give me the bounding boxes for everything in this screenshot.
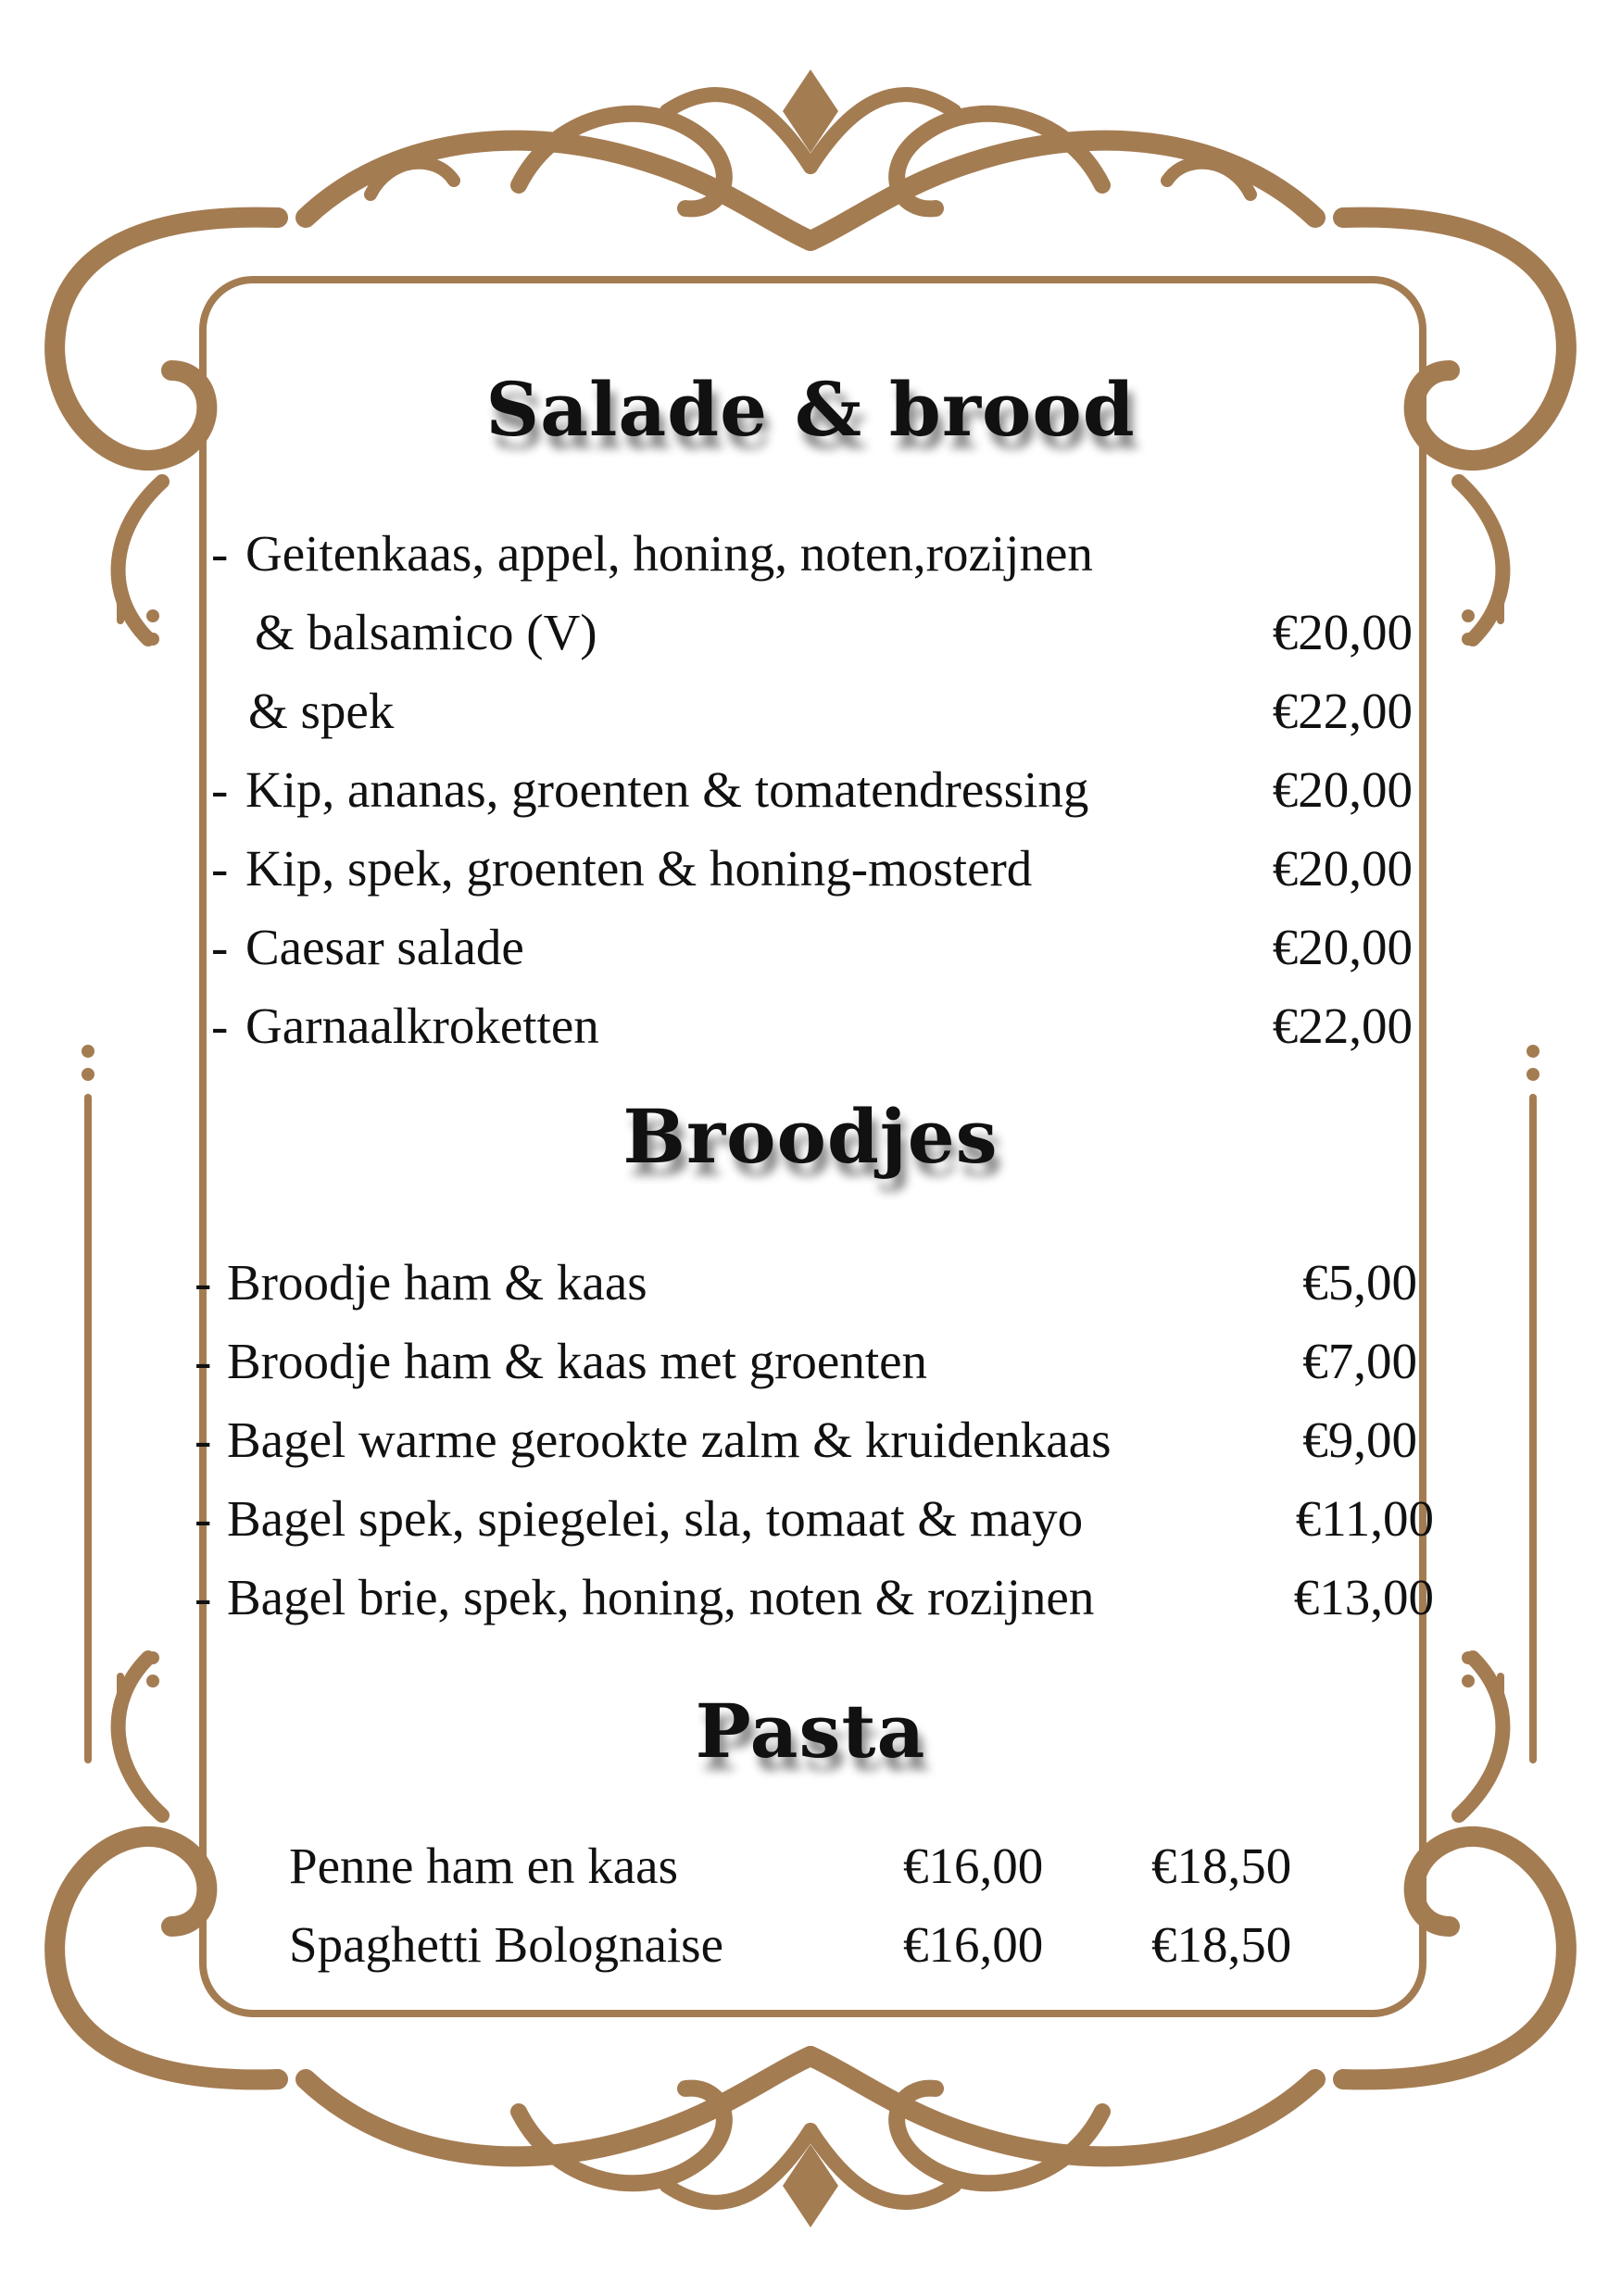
item-price: €13,00 [1293, 1569, 1434, 1625]
item-dash: - [211, 525, 229, 582]
item-name: Geitenkaas, appel, honing, noten,rozijnen [245, 525, 1093, 582]
item-price: €22,00 [1272, 997, 1413, 1054]
item-dash: - [211, 761, 229, 818]
item-price-large: €18,50 [1151, 1916, 1292, 1973]
item-dash: - [195, 1333, 212, 1389]
menu-item [0, 1834, 1621, 1899]
item-name: Bagel brie, spek, honing, noten & rozijnen [227, 1569, 1095, 1625]
item-name: Garnaalkroketten [245, 997, 599, 1054]
item-name: Spaghetti Bolognaise [289, 1916, 723, 1973]
item-name: Broodje ham & kaas met groenten [227, 1333, 928, 1389]
item-name: Bagel warme gerookte zalm & kruidenkaas [227, 1411, 1112, 1468]
menu-item [0, 758, 1621, 822]
heading-pasta: Pasta [695, 1687, 926, 1775]
item-dash: - [195, 1490, 212, 1547]
item-price: €20,00 [1272, 604, 1413, 660]
heading-salade-brood: Salade & brood [485, 366, 1136, 453]
item-price-small: €16,00 [903, 1916, 1044, 1973]
menu-item [0, 915, 1621, 980]
item-price: €22,00 [1272, 683, 1413, 739]
menu-item [0, 1913, 1621, 1977]
item-dash: - [195, 1254, 212, 1311]
menu-item [0, 1329, 1621, 1394]
item-dash: - [211, 840, 229, 897]
item-price-small: €16,00 [903, 1838, 1044, 1894]
item-dash: - [195, 1569, 212, 1625]
menu-item [0, 1487, 1621, 1551]
menu-item [0, 679, 1621, 744]
item-name: Kip, spek, groenten & honing-mosterd [245, 840, 1033, 897]
item-price: €9,00 [1302, 1411, 1417, 1468]
heading-broodjes: Broodjes [622, 1093, 999, 1180]
item-price-large: €18,50 [1151, 1838, 1292, 1894]
item-name: Kip, ananas, groenten & tomatendressing [245, 761, 1089, 818]
menu-item [0, 1565, 1621, 1630]
menu-item [0, 521, 1621, 586]
item-name: Bagel spek, spiegelei, sla, tomaat & mayo [227, 1490, 1084, 1547]
item-price: €20,00 [1272, 840, 1413, 897]
item-price: €7,00 [1302, 1333, 1417, 1389]
item-dash: - [211, 997, 229, 1054]
item-dash: - [195, 1411, 212, 1468]
item-price: €5,00 [1302, 1254, 1417, 1311]
menu-item [0, 994, 1621, 1059]
item-name: Caesar salade [245, 919, 524, 975]
menu-item [0, 836, 1621, 901]
item-name: & spek [248, 683, 395, 739]
item-name: Broodje ham & kaas [227, 1254, 647, 1311]
item-price: €20,00 [1272, 761, 1413, 818]
item-name: & balsamico (V) [255, 604, 597, 660]
item-price: €11,00 [1295, 1490, 1434, 1547]
item-dash: - [211, 919, 229, 975]
item-price: €20,00 [1272, 919, 1413, 975]
item-name: Penne ham en kaas [289, 1838, 678, 1894]
menu-item [0, 1250, 1621, 1315]
menu-item [0, 600, 1621, 665]
menu-item [0, 1408, 1621, 1473]
